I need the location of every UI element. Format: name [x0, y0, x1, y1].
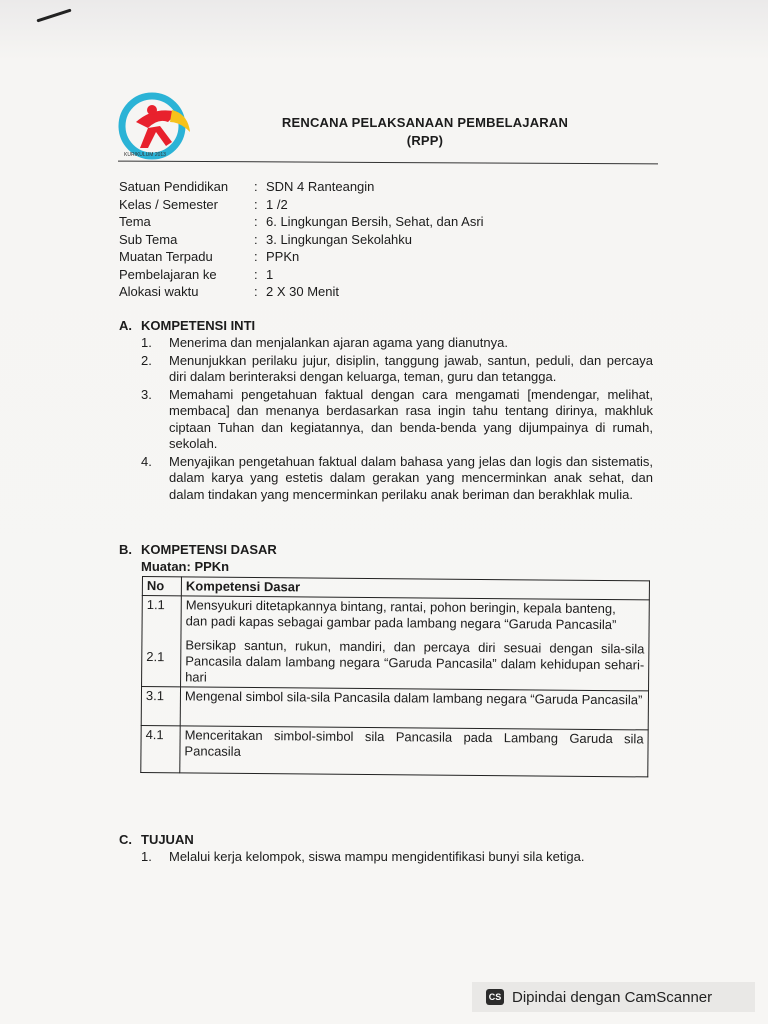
header-divider: [118, 161, 658, 165]
item-number: 4.: [141, 453, 152, 469]
cell-kd: Menceritakan simbol-simbol sila Pancasila pada Lambang Garuda sila Pancasila: [180, 726, 648, 777]
info-colon: :: [254, 214, 258, 229]
info-row: [119, 283, 484, 301]
info-row: [119, 178, 484, 196]
info-value: 2 X 30 Menit: [266, 284, 339, 299]
info-colon: :: [254, 179, 258, 194]
logo-text: KURIKULUM 2013: [124, 152, 166, 158]
kd-text: Mensyukuri ditetapkannya bintang, rantai, pohon beringin, kepala banteng,: [185, 597, 616, 617]
info-row: [119, 213, 484, 231]
info-label: Sub Tema: [119, 231, 178, 247]
section-title: TUJUAN: [141, 832, 194, 847]
camscanner-icon: CS: [486, 989, 504, 1005]
watermark-text: Dipindai dengan CamScanner: [512, 988, 713, 1006]
item-text: Menunjukkan perilaku jujur, disiplin, tanggung jawab, santun, peduli, dan percaya diri dalam berinteraksi dengan keluarga, teman, guru dan tetangga.: [169, 352, 653, 384]
title-line-1: RENCANA PELAKSANAAN PEMBELAJARAN: [281, 115, 569, 130]
document-title: [250, 114, 600, 150]
list-item: [119, 353, 653, 386]
info-label: Alokasi waktu: [119, 284, 199, 299]
info-colon: :: [254, 284, 258, 299]
item-text: Melalui kerja kelompok, siswa mampu mengidentifikasi bunyi sila ketiga.: [169, 849, 585, 864]
section-heading: [119, 542, 277, 557]
item-number: 1.: [141, 335, 152, 350]
pen-mark: [36, 9, 71, 23]
item-text: Memahami pengetahuan faktual dengan cara mengamati [mendengar, melihat, membaca] dan menanya berdasarkan rasa ingin tahu tentang dirinya, makhluk ciptaan Tuhan dan kegiatannya, dan benda-benda yang dijumpainya di rumah, sekolah.: [169, 386, 653, 451]
kompetensi-dasar-section: [119, 542, 277, 574]
kd-number: 2.1: [146, 649, 165, 665]
muatan-label: Muatan: PPKn: [141, 559, 230, 574]
cell-kd: [181, 596, 650, 691]
info-row: [119, 266, 484, 284]
kompetensi-dasar-table: [140, 576, 650, 777]
info-row: [119, 248, 484, 266]
title-line-2: (RPP): [406, 133, 444, 148]
tujuan-list: [119, 849, 653, 866]
section-heading: [119, 318, 653, 333]
camscanner-watermark: [472, 982, 755, 1012]
info-value: 1 /2: [266, 196, 288, 212]
item-text: Menerima dan menjalankan ajaran agama yang dianutnya.: [169, 335, 508, 350]
identity-block: [119, 178, 484, 301]
info-row: [119, 231, 484, 249]
column-header-no: No: [142, 577, 181, 596]
kd-text: dan padi kapas sebagai gambar pada lambang negara “Garuda Pancasila”: [185, 613, 617, 633]
table-row: [142, 596, 650, 691]
tujuan-section: [119, 832, 653, 867]
cell-no: 4.1: [141, 725, 180, 772]
column-header-kd: Kompetensi Dasar: [181, 577, 649, 600]
kd-number: 1.1: [146, 597, 165, 613]
info-row: [119, 196, 484, 214]
section-letter: A.: [119, 318, 132, 333]
section-heading: [119, 832, 653, 847]
kompetensi-inti-section: [119, 318, 653, 504]
kd-text: Bersikap santun, rukun, mandiri, dan percaya diri sesuai dengan sila-sila Pancasila dalam lambang negara “Garuda Pancasila” dalam kehidupan sehari-hari: [185, 637, 645, 685]
info-value: PPKn: [266, 249, 300, 264]
section-letter: B.: [119, 542, 132, 557]
table-row: [141, 687, 648, 730]
list-item: [119, 335, 653, 352]
section-title: KOMPETENSI DASAR: [141, 542, 277, 557]
list-item: [119, 454, 653, 504]
kompetensi-inti-list: [119, 335, 653, 503]
section-title: KOMPETENSI INTI: [141, 318, 256, 333]
info-colon: :: [254, 231, 258, 247]
cell-no: [142, 596, 182, 687]
info-value: 3. Lingkungan Sekolahku: [266, 231, 413, 247]
item-number: 2.: [141, 352, 152, 368]
info-colon: :: [254, 249, 258, 264]
info-label: Tema: [119, 214, 151, 229]
item-number: 3.: [141, 386, 152, 402]
info-colon: :: [254, 266, 258, 282]
info-value: SDN 4 Ranteangin: [266, 179, 375, 194]
info-colon: :: [254, 196, 258, 212]
table-row: [141, 725, 648, 776]
item-text: Menyajikan pengetahuan faktual dalam bahasa yang jelas dan logis dan sistematis, dalam karya yang estetis dalam gerakan yang mencerminkan anak sehat, dan dalam tindakan yang mencerminkan perilaku anak beriman dan berakhlak mulia.: [169, 453, 653, 502]
info-label: Kelas / Semester: [119, 196, 218, 212]
cell-kd: Mengenal simbol sila-sila Pancasila dalam lambang negara “Garuda Pancasila”: [180, 687, 648, 730]
list-item: [119, 849, 653, 866]
kurikulum-logo: [118, 92, 194, 162]
info-label: Satuan Pendidikan: [119, 179, 229, 194]
cell-no: 3.1: [141, 687, 180, 726]
info-value: 6. Lingkungan Bersih, Sehat, dan Asri: [266, 214, 484, 229]
info-label: Pembelajaran ke: [119, 266, 217, 282]
info-value: 1: [266, 266, 274, 282]
list-item: [119, 387, 653, 453]
item-number: 1.: [141, 849, 152, 864]
info-label: Muatan Terpadu: [119, 249, 213, 264]
section-letter: C.: [119, 832, 132, 847]
